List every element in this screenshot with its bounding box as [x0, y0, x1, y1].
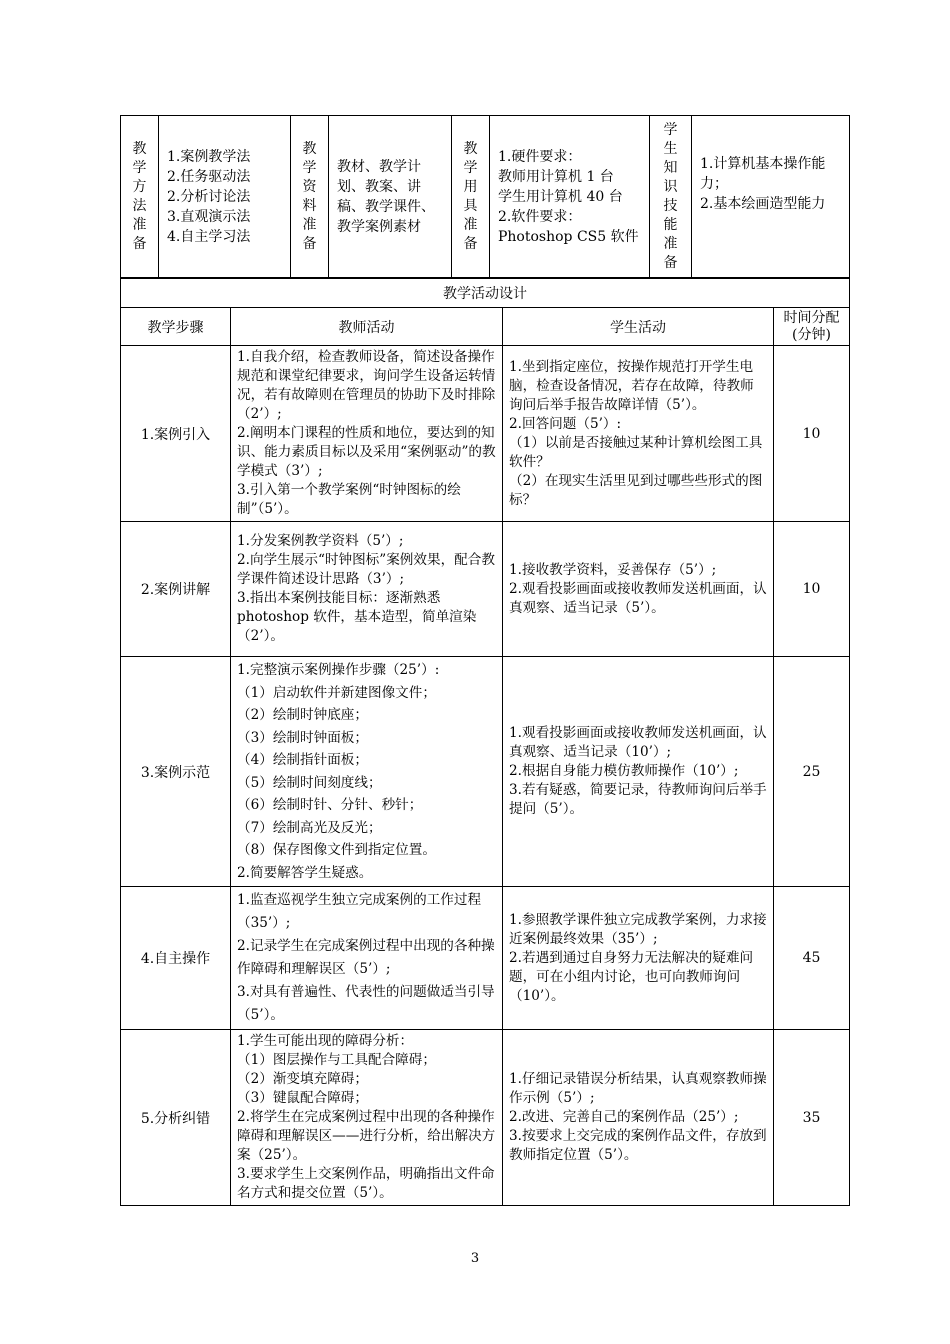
label-char: 识: [663, 178, 678, 195]
skills-item: 2.基本绘画造型能力: [700, 196, 826, 212]
teacher-line: （3）绘制时钟面板；: [237, 729, 368, 746]
label-char: 教: [302, 140, 317, 157]
label-char: 法: [132, 197, 147, 214]
step-cell: 3.案例示范: [121, 657, 231, 887]
method-item: 2.分析讨论法: [167, 188, 251, 205]
resource-text: 教材、教学计划、教案、讲稿、教学课件、教学案例素材: [329, 116, 452, 278]
teacher-line: 2.简要解答学生疑惑。: [237, 864, 373, 881]
label-char: 教: [463, 140, 478, 157]
step-cell: 5.分析纠错: [121, 1030, 231, 1206]
label-char: 能: [663, 216, 678, 233]
student-line: （2）在现实生活里见到过哪些些形式的图标？: [509, 472, 763, 508]
label-char: 知: [663, 159, 678, 176]
table-row: [121, 887, 850, 1030]
label-char: 学: [663, 121, 678, 138]
tools-item: Photoshop CS5 软件: [498, 228, 639, 245]
skills-list: [692, 116, 850, 278]
teacher-line: 3.对具有普遍性、代表性的问题做适当引导（5’）。: [237, 984, 495, 1023]
student-cell: [503, 657, 774, 887]
header-teacher: 教师活动: [231, 308, 503, 346]
teacher-line: （5）绘制时间刻度线；: [237, 774, 382, 791]
table-row: [121, 1030, 850, 1206]
step-cell: 2.案例讲解: [121, 522, 231, 657]
student-line: 2.观看投影画面或接收教师发送机画面，认真观察、适当记录（5’）。: [509, 580, 767, 616]
teacher-line: 2.阐明本门课程的性质和地位，要达到的知识、能力素质目标以及采用“案例驱动”的教学模式（3’）;: [237, 425, 496, 479]
label-char: 料: [302, 197, 317, 214]
tools-label: [452, 116, 490, 278]
activity-title: 教学活动设计: [121, 279, 850, 308]
time-cell: 35: [774, 1030, 850, 1206]
student-line: 2.若遇到通过自身努力无法解决的疑难问题，可在小组内讨论，也可向教师询问（10’）。: [509, 949, 754, 1004]
vertical-label-text: [291, 140, 328, 254]
vertical-label-text: [452, 140, 489, 254]
page-number: 3: [470, 1251, 480, 1266]
teacher-cell: [231, 1030, 503, 1206]
header-time-line1: 时间分配: [783, 309, 840, 326]
student-line: 3.若有疑惑，简要记录，待教师询问后举手提问（5’）。: [509, 782, 767, 817]
teacher-line: 2.向学生展示“时钟图标”案例效果，配合教学课件简述设计思路（3’）;: [237, 552, 495, 587]
student-line: 2.改进、完善自己的案例作品（25’）;: [509, 1109, 739, 1125]
student-cell: [503, 887, 774, 1030]
tools-item: 教师用计算机 1 台: [498, 168, 614, 185]
teacher-line: 1.学生可能出现的障碍分析：: [237, 1033, 414, 1049]
label-char: 生: [663, 140, 678, 157]
method-item: 4.自主学习法: [167, 228, 251, 245]
label-char: 准: [663, 235, 678, 252]
teacher-line: 1.自我介绍，检查教师设备，简述设备操作规范和课堂纪律要求，询问学生设备运转情况，若有故障则在管理员的协助下及时排除（2’）;: [237, 349, 496, 422]
student-cell: [503, 1030, 774, 1206]
method-label: [121, 116, 159, 278]
student-line: 2.根据自身能力模仿教师操作（10’）;: [509, 763, 739, 779]
label-char: 方: [132, 178, 147, 195]
label-char: 资: [302, 178, 317, 195]
teacher-line: （7）绘制高光及反光；: [237, 819, 382, 836]
header-step: 教学步骤: [121, 308, 231, 346]
teacher-line: 1.分发案例教学资料（5’）;: [237, 533, 404, 549]
teacher-line: （1）启动软件并新建图像文件；: [237, 684, 436, 701]
teacher-line: 3.引入第一个教学案例“时钟图标的绘制”（5’）。: [237, 482, 461, 517]
student-line: 1.观看投影画面或接收教师发送机画面，认真观察、适当记录（10’）;: [509, 725, 767, 760]
teacher-line: 2.记录学生在完成案例过程中出现的各种操作障碍和理解误区（5’）;: [237, 938, 495, 977]
skills-label: [650, 116, 692, 278]
tools-item: 2.软件要求：: [498, 208, 582, 225]
label-char: 教: [132, 140, 147, 157]
activity-table: [120, 278, 850, 1206]
label-char: 学: [132, 159, 147, 176]
time-cell: 45: [774, 887, 850, 1030]
teacher-line: 3.指出本案例技能目标：逐渐熟悉photoshop 软件，基本造型，简单渲染（2’）。: [237, 590, 477, 644]
label-char: 用: [463, 178, 478, 195]
tools-item: 学生用计算机 40 台: [498, 188, 623, 205]
label-char: 学: [463, 159, 478, 176]
label-char: 准: [302, 216, 317, 233]
student-cell: [503, 346, 774, 522]
tools-item: 1.硬件要求：: [498, 148, 582, 165]
student-line: 1.接收教学资料，妥善保存（5’）;: [509, 561, 717, 578]
student-line: 2.回答问题（5’）:: [509, 415, 622, 432]
label-char: 准: [463, 216, 478, 233]
teacher-line: （1）图层操作与工具配合障碍；: [237, 1052, 436, 1068]
student-line: 1.仔细记录错误分析结果，认真观察教师操作示例（5’）;: [509, 1071, 767, 1106]
method-item: 1.案例教学法: [167, 148, 251, 165]
header-time-line2: (分钟): [792, 326, 831, 343]
header-time: [774, 308, 850, 346]
teacher-line: （6）绘制时针、分针、秒针；: [237, 797, 423, 813]
resource-label: [291, 116, 329, 278]
teacher-line: 3.要求学生上交案例作品，明确指出文件命名方式和提交位置（5’）。: [237, 1166, 495, 1201]
teacher-cell: [231, 522, 503, 657]
step-cell: 4.自主操作: [121, 887, 231, 1030]
table-row: [121, 522, 850, 657]
method-list: [159, 116, 291, 278]
preparation-table: [120, 115, 850, 278]
time-cell: 10: [774, 522, 850, 657]
teacher-cell: [231, 346, 503, 522]
time-cell: 25: [774, 657, 850, 887]
teacher-line: （2）渐变填充障碍；: [237, 1071, 368, 1087]
method-item: 2.任务驱动法: [167, 168, 251, 185]
step-cell: 1.案例引入: [121, 346, 231, 522]
tools-list: [490, 116, 650, 278]
teacher-line: 1.完整演示案例操作步骤（25’）:: [237, 662, 440, 678]
label-char: 技: [663, 197, 678, 214]
label-char: 备: [302, 235, 317, 252]
label-char: 具: [463, 197, 478, 214]
vertical-label-text: [650, 121, 691, 273]
teacher-line: （2）绘制时钟底座；: [237, 707, 368, 723]
student-line: 1.参照教学课件独立完成教学案例，力求接近案例最终效果（35’）;: [509, 911, 767, 947]
student-line: （1）以前是否接触过某种计算机绘图工具软件？: [509, 434, 763, 470]
table-row: [121, 657, 850, 887]
student-cell: [503, 522, 774, 657]
label-char: 备: [132, 235, 147, 252]
method-item: 3.直观演示法: [167, 208, 251, 225]
teacher-cell: [231, 887, 503, 1030]
vertical-label-text: [121, 140, 158, 254]
label-char: 备: [463, 235, 478, 252]
table-row: [121, 346, 850, 522]
skills-item: 1.计算机基本操作能力；: [700, 156, 826, 192]
header-student: 学生活动: [503, 308, 774, 346]
teacher-line: 1.监查巡视学生独立完成案例的工作过程（35’）;: [237, 892, 482, 931]
teacher-cell: [231, 657, 503, 887]
label-char: 准: [132, 216, 147, 233]
label-char: 备: [663, 254, 678, 271]
student-line: 3.按要求上交完成的案例作品文件，存放到教师指定位置（5’）。: [509, 1128, 767, 1163]
teacher-line: （4）绘制指针面板；: [237, 752, 368, 768]
label-char: 学: [302, 159, 317, 176]
teacher-line: （3）键鼠配合障碍；: [237, 1090, 368, 1106]
student-line: 1.坐到指定座位，按操作规范打开学生电脑，检查设备情况，若存在故障，待教师询问后举手报告故障详情（5’）。: [509, 358, 754, 413]
time-cell: 10: [774, 346, 850, 522]
teacher-line: （8）保存图像文件到指定位置。: [237, 842, 436, 858]
teacher-line: 2.将学生在完成案例过程中出现的各种操作障碍和理解误区——进行分析，给出解决方案（25’）。: [237, 1109, 496, 1163]
